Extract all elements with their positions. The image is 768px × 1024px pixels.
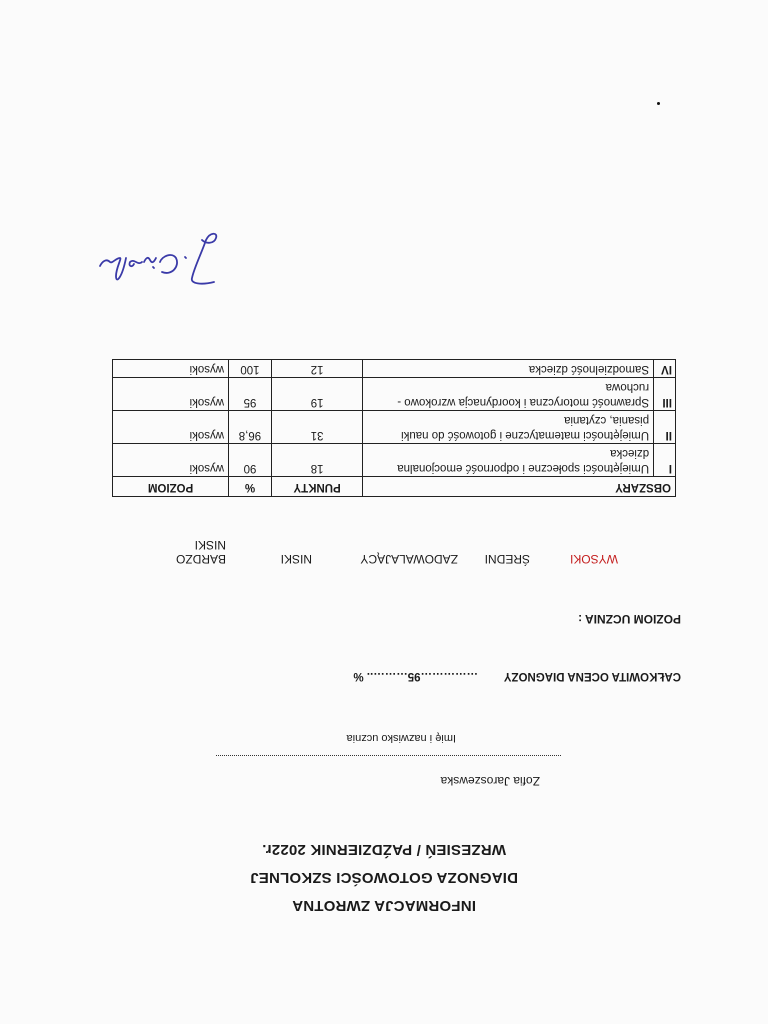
row-points: 19 (271, 378, 362, 411)
row-points: 31 (271, 411, 362, 444)
level-option-wysoki: WYSOKI (569, 552, 618, 566)
document-date: WRZESIEŃ / PAŹDZIERNIK 2022r. (262, 841, 506, 858)
row-area: Umiejętności społeczne i odporność emocjonalna dziecka (363, 444, 654, 477)
level-option-bardzo-niski: BARDZO NISKI (175, 538, 226, 566)
header-level: POZIOM (113, 477, 229, 497)
table-header-row (113, 477, 676, 497)
row-number: III (654, 378, 676, 411)
student-level-heading: POZIOM UCZNIA : (578, 612, 681, 626)
table-row (113, 411, 676, 444)
results-table (112, 359, 676, 497)
row-percent: 95 (229, 378, 272, 411)
student-name-caption: Imię i nazwisko ucznia (346, 732, 456, 744)
row-level: wysoki (113, 411, 229, 444)
ink-speck (657, 102, 660, 105)
results-table-wrapper (112, 359, 676, 497)
header-percent: % (229, 477, 272, 497)
level-option-sredni: ŚREDNI (484, 552, 530, 566)
overall-score-value: ……………95……….. % (353, 670, 478, 682)
row-area: Sprawność motoryczna i koordynacja wzrokowo - ruchowa (363, 378, 654, 411)
row-level: wysoki (113, 378, 229, 411)
student-name-field (216, 755, 561, 758)
row-number: IV (654, 360, 676, 378)
row-percent: 96,8 (229, 411, 272, 444)
row-points: 12 (271, 360, 362, 378)
level-option-zadowalajacy: ZADOWALAJĄCY (360, 552, 458, 566)
row-points: 18 (271, 444, 362, 477)
row-percent: 100 (229, 360, 272, 378)
teacher-name: Zofia Jaroszewska (440, 774, 540, 788)
row-area: Umiejętności matematyczne i gotowość do nauki pisania, czytania (363, 411, 654, 444)
table-row (113, 378, 676, 411)
header-points: PUNKTY (271, 477, 362, 497)
document-subtitle: DIAGNOZA GOTOWOŚCI SZKOLNEJ (250, 869, 518, 886)
overall-score-label: CAŁKOWITA OCENA DIAGNOZY (503, 670, 681, 682)
table-row (113, 444, 676, 477)
row-number: II (654, 411, 676, 444)
row-area: Samodzielność dziecka (363, 360, 654, 378)
table-row (113, 360, 676, 378)
row-percent: 90 (229, 444, 272, 477)
header-areas: OBSZARY (363, 477, 676, 497)
row-number: I (654, 444, 676, 477)
level-option-niski: NISKI (280, 552, 312, 566)
handwritten-signature-icon (95, 228, 220, 288)
row-level: wysoki (113, 360, 229, 378)
level-options (148, 538, 618, 566)
document-title: INFORMACJA ZWROTNA (292, 897, 476, 914)
row-level: wysoki (113, 444, 229, 477)
